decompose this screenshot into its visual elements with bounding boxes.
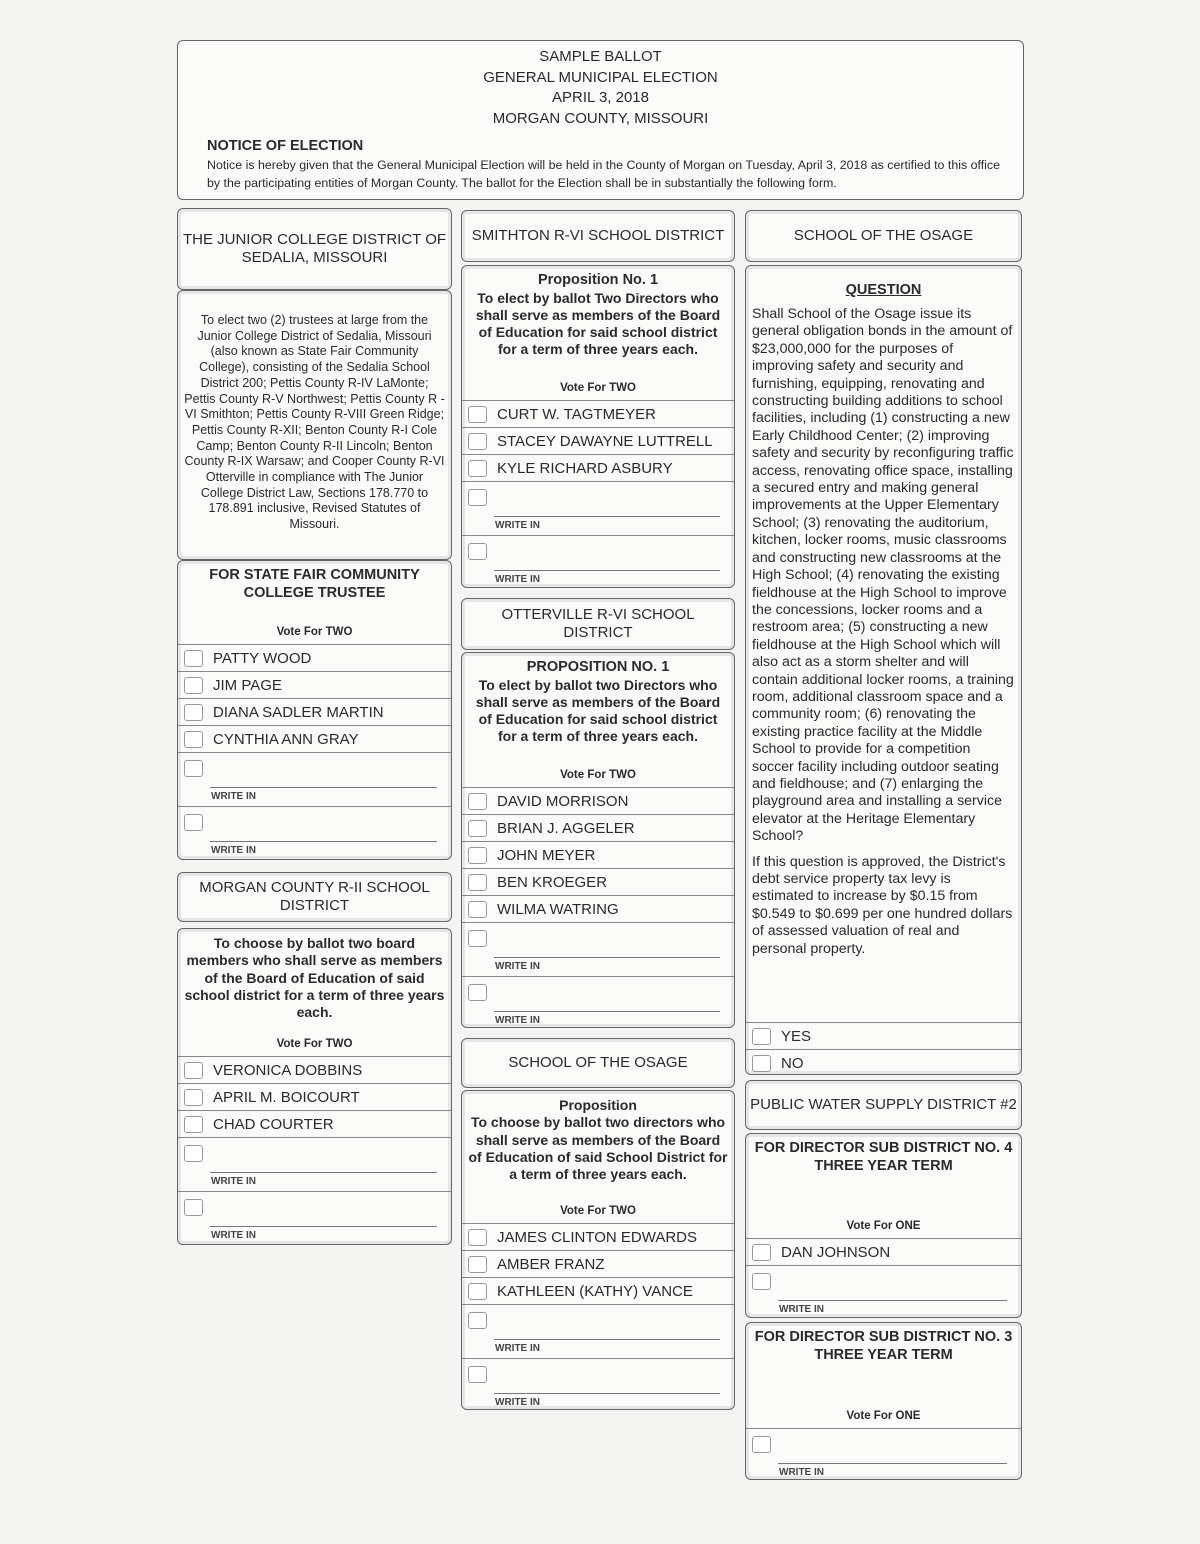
candidate-name: JIM PAGE xyxy=(213,676,282,694)
checkbox[interactable] xyxy=(752,1028,771,1045)
write-in-line[interactable] xyxy=(778,1463,1007,1464)
contest-box xyxy=(745,1322,1022,1480)
candidate-option[interactable] xyxy=(462,455,734,482)
contest-title-box xyxy=(745,1080,1022,1130)
write-in-option[interactable] xyxy=(178,807,451,860)
write-in-option[interactable] xyxy=(178,753,451,807)
candidate-name: KATHLEEN (KATHY) VANCE xyxy=(497,1282,693,1300)
write-in-option[interactable] xyxy=(462,482,734,536)
candidate-option[interactable] xyxy=(462,1224,734,1251)
ballot-header xyxy=(177,40,1024,200)
checkbox[interactable] xyxy=(184,650,203,667)
checkbox[interactable] xyxy=(468,460,487,477)
candidate-option[interactable] xyxy=(178,726,451,753)
write-in-option[interactable] xyxy=(462,1359,734,1410)
candidate-option[interactable] xyxy=(462,788,734,815)
notice-heading: NOTICE OF ELECTION xyxy=(207,138,364,154)
contest-title-box xyxy=(461,210,735,262)
candidate-option[interactable] xyxy=(462,869,734,896)
contest-text: Proposition xyxy=(559,1097,637,1113)
candidate-option[interactable] xyxy=(462,401,734,428)
contest-title: SCHOOL OF THE OSAGE xyxy=(508,1054,688,1071)
candidate-option[interactable] xyxy=(178,1084,451,1111)
contest-heading: FOR DIRECTOR SUB DISTRICT NO. 4 THREE YEAR TERM xyxy=(754,1140,1013,1174)
write-in-line[interactable] xyxy=(210,1172,437,1173)
write-in-line[interactable] xyxy=(210,1226,437,1227)
contest-text: To choose by ballot two directors who shall serve as members of the Board of Education of said School District for a term of three years each. xyxy=(468,1114,728,1183)
checkbox[interactable] xyxy=(468,793,487,810)
write-in-option[interactable] xyxy=(178,1138,451,1192)
contest-box xyxy=(461,265,735,588)
write-in-option[interactable] xyxy=(462,977,734,1028)
contest-description xyxy=(178,291,451,560)
contest-title: THE JUNIOR COLLEGE DISTRICT OF SEDALIA, MISSOURI xyxy=(182,231,447,266)
checkbox[interactable] xyxy=(468,1312,487,1329)
contest-description xyxy=(746,266,1021,1023)
question-text: If this question is approved, the District's debt service property tax levy is estimated to increase by $0.15 from $0.549 to $0.699 per one hundred dollars of assessed valuation of real and personal property. xyxy=(752,853,1013,957)
contest-description xyxy=(462,1091,734,1224)
notice-text: Notice is hereby given that the General Municipal Election will be held in the County of Morgan on Tuesday, April 3, 2018 as certified to this office by the participating entities of Morgan County. The ballot for the Election shall be in substantially the following form. xyxy=(207,158,1000,190)
candidate-option[interactable] xyxy=(746,1239,1021,1266)
contest-box xyxy=(461,1090,735,1410)
contest-heading: Proposition No. 1 xyxy=(537,272,659,288)
checkbox[interactable] xyxy=(468,874,487,891)
contest-title-box xyxy=(461,598,735,650)
candidate-option[interactable] xyxy=(178,699,451,726)
contest-title-box xyxy=(461,1038,735,1088)
candidate-name: STACEY DAWAYNE LUTTRELL xyxy=(497,432,713,450)
checkbox[interactable] xyxy=(184,760,203,777)
write-in-line[interactable] xyxy=(494,570,720,571)
vote-for-label: Vote For TWO xyxy=(560,1205,636,1217)
vote-for-label: Vote For ONE xyxy=(846,1220,921,1232)
checkbox[interactable] xyxy=(752,1436,771,1453)
contest-text: To elect by ballot two Directors who shall serve as members of the Board of Education for said school district for a term of three years each. xyxy=(475,676,721,745)
checkbox[interactable] xyxy=(184,704,203,721)
contest-description xyxy=(746,1323,1021,1429)
candidate-name: NO xyxy=(781,1055,804,1072)
candidate-name: BEN KROEGER xyxy=(497,873,608,891)
checkbox[interactable] xyxy=(468,984,487,1001)
checkbox[interactable] xyxy=(468,1283,487,1300)
contest-title: MORGAN COUNTY R-II SCHOOL DISTRICT xyxy=(199,879,430,914)
title-line: APRIL 3, 2018 xyxy=(551,89,649,106)
candidate-name: APRIL M. BOICOURT xyxy=(213,1088,360,1106)
vote-for-label: Vote For TWO xyxy=(276,626,353,638)
checkbox[interactable] xyxy=(184,731,203,748)
write-in-label: WRITE IN xyxy=(495,1015,540,1026)
contest-text: To elect by ballot Two Directors who shall serve as members of the Board of Education for said school district for a term of three years each. xyxy=(475,289,721,358)
contest-heading: FOR STATE FAIR COMMUNITY COLLEGE TRUSTEE xyxy=(209,567,420,601)
title-line: GENERAL MUNICIPAL ELECTION xyxy=(483,68,718,86)
candidate-name: VERONICA DOBBINS xyxy=(213,1061,363,1079)
candidate-option[interactable] xyxy=(462,428,734,455)
contest-box xyxy=(177,928,452,1245)
write-in-option[interactable] xyxy=(462,536,734,588)
vote-for-label: Vote For TWO xyxy=(276,1038,353,1050)
contest-box xyxy=(177,560,452,860)
candidate-name: CURT W. TAGTMEYER xyxy=(497,405,656,423)
write-in-label: WRITE IN xyxy=(495,1343,540,1354)
checkbox[interactable] xyxy=(468,1229,487,1246)
contest-title-box xyxy=(177,208,452,290)
checkbox[interactable] xyxy=(184,814,203,831)
candidate-name: CHAD COURTER xyxy=(213,1115,334,1133)
question-heading: QUESTION xyxy=(845,282,922,298)
candidate-option[interactable] xyxy=(462,842,734,869)
write-in-label: WRITE IN xyxy=(495,574,540,585)
write-in-label: WRITE IN xyxy=(211,845,256,856)
contest-description xyxy=(462,266,734,401)
candidate-name: AMBER FRANZ xyxy=(497,1255,605,1273)
ballot-title xyxy=(178,47,1023,129)
checkbox[interactable] xyxy=(184,1062,203,1079)
contest-box xyxy=(461,652,735,1028)
candidate-option[interactable] xyxy=(746,1050,1021,1075)
contest-box xyxy=(745,265,1022,1075)
contest-heading: PROPOSITION NO. 1 xyxy=(526,659,670,675)
contest-title: PUBLIC WATER SUPPLY DISTRICT #2 xyxy=(750,1096,1017,1113)
checkbox[interactable] xyxy=(468,489,487,506)
candidate-name: DAVID MORRISON xyxy=(497,792,629,810)
checkbox[interactable] xyxy=(468,433,487,450)
candidate-option[interactable] xyxy=(462,896,734,923)
contest-text: To elect two (2) trustees at large from the Junior College District of Sedalia, Missouri (also known as State Fair Community College), consisting of the Sedalia School District 200; Pettis County R-IV LaMonte; Pettis County R-V Northwest; Pettis County R -VI Smithton; Pettis County R-VIII Green Ridge; Pettis County R-XII; Benton County R-I Cole Camp; Benton County R-II Lincoln; Benton County R-IX Warsaw; and Cooper County R-VI Otterville in compliance with The Junior College District Law, Sections 178.770 to 178.891 inclusive, Revised Statutes of Missouri. xyxy=(184,313,445,532)
contest-text: To choose by ballot two board members who shall serve as members of the Board of Education of said school district for a term of three years each. xyxy=(184,935,445,1021)
checkbox[interactable] xyxy=(468,406,487,423)
write-in-label: WRITE IN xyxy=(495,520,540,531)
contest-description xyxy=(178,929,451,1057)
write-in-label: WRITE IN xyxy=(779,1304,824,1315)
candidate-option[interactable] xyxy=(462,815,734,842)
write-in-label: WRITE IN xyxy=(495,961,540,972)
checkbox[interactable] xyxy=(752,1273,771,1290)
contest-description xyxy=(462,653,734,788)
write-in-line[interactable] xyxy=(494,1393,720,1394)
write-in-option[interactable] xyxy=(746,1429,1021,1480)
checkbox[interactable] xyxy=(184,677,203,694)
write-in-line[interactable] xyxy=(494,1339,720,1340)
write-in-line[interactable] xyxy=(210,787,437,788)
contest-description xyxy=(178,561,451,645)
write-in-line[interactable] xyxy=(210,841,437,842)
write-in-option[interactable] xyxy=(178,1192,451,1245)
vote-for-label: Vote For TWO xyxy=(560,769,636,781)
contest-box xyxy=(177,290,452,560)
candidate-option[interactable] xyxy=(462,1251,734,1278)
checkbox[interactable] xyxy=(184,1116,203,1133)
write-in-option[interactable] xyxy=(462,1305,734,1359)
contest-title: SCHOOL OF THE OSAGE xyxy=(793,227,974,244)
candidate-option[interactable] xyxy=(462,1278,734,1305)
checkbox[interactable] xyxy=(468,543,487,560)
contest-heading: FOR DIRECTOR SUB DISTRICT NO. 3 THREE YEAR TERM xyxy=(754,1329,1013,1363)
write-in-label: WRITE IN xyxy=(211,1230,256,1241)
write-in-label: WRITE IN xyxy=(211,1176,256,1187)
write-in-label: WRITE IN xyxy=(211,791,256,802)
checkbox[interactable] xyxy=(468,930,487,947)
checkbox[interactable] xyxy=(184,1199,203,1216)
vote-for-label: Vote For ONE xyxy=(846,1410,921,1422)
contest-description xyxy=(746,1134,1021,1239)
write-in-line[interactable] xyxy=(494,957,720,958)
write-in-label: WRITE IN xyxy=(779,1467,824,1478)
contest-title: OTTERVILLE R-VI SCHOOL DISTRICT xyxy=(501,606,695,641)
title-line: MORGAN COUNTY, MISSOURI xyxy=(492,109,709,127)
write-in-option[interactable] xyxy=(462,923,734,977)
checkbox[interactable] xyxy=(184,1089,203,1106)
candidate-name: PATTY WOOD xyxy=(213,649,312,667)
candidate-option[interactable] xyxy=(178,1111,451,1138)
candidate-option[interactable] xyxy=(746,1023,1021,1050)
candidate-name: DAN JOHNSON xyxy=(781,1243,891,1261)
title-line: SAMPLE BALLOT xyxy=(539,48,662,65)
checkbox[interactable] xyxy=(752,1244,771,1261)
contest-box xyxy=(745,1133,1022,1318)
write-in-option[interactable] xyxy=(746,1266,1021,1318)
contest-title: SMITHTON R-VI SCHOOL DISTRICT xyxy=(471,227,725,244)
checkbox[interactable] xyxy=(468,1256,487,1273)
write-in-line[interactable] xyxy=(494,516,720,517)
checkbox[interactable] xyxy=(184,1145,203,1162)
vote-for-label: Vote For TWO xyxy=(560,382,636,394)
candidate-name: JOHN MEYER xyxy=(497,846,596,864)
checkbox[interactable] xyxy=(468,820,487,837)
question-text: Shall School of the Osage issue its general obligation bonds in the amount of $23,000,000 for the purposes of improving safety and security and furnishing, equipping, renovating and constructing building additions to school facilities, including (1) constructing a new Early Childhood Center; (2) improving safety and security by reconfiguring traffic access, renovating office space, installing a secured entry and making general improvements at the Upper Elementary School; (3) renovating the auditorium, kitchen, locker rooms, music classrooms and constructing new classrooms at the High School; (4) renovating the existing fieldhouse at the High School to improve the concessions, locker rooms and a restroom area; (5) constructing a new fieldhouse at the High School which will also act as a storm shelter and will contain additional locker rooms, a training room, additional classroom space and a community room; (6) renovating the existing practice facility at the Middle School to provide for a competition soccer facility including outdoor seating and fieldhouse; and (7) enlarging the playground area and installing a service elevator at the Heritage Elementary School? xyxy=(752,306,1014,845)
candidate-name: CYNTHIA ANN GRAY xyxy=(213,730,359,748)
candidate-name: KYLE RICHARD ASBURY xyxy=(497,459,673,477)
checkbox[interactable] xyxy=(468,901,487,918)
write-in-label: WRITE IN xyxy=(495,1397,540,1408)
contest-title-box xyxy=(745,210,1022,262)
checkbox[interactable] xyxy=(468,847,487,864)
contest-title-box xyxy=(177,872,452,922)
candidate-option[interactable] xyxy=(178,672,451,699)
candidate-name: JAMES CLINTON EDWARDS xyxy=(497,1228,698,1246)
candidate-option[interactable] xyxy=(178,1057,451,1084)
write-in-line[interactable] xyxy=(778,1300,1007,1301)
checkbox[interactable] xyxy=(468,1366,487,1383)
checkbox[interactable] xyxy=(752,1055,771,1072)
write-in-line[interactable] xyxy=(494,1011,720,1012)
candidate-name: YES xyxy=(781,1027,812,1045)
candidate-name: DIANA SADLER MARTIN xyxy=(213,703,384,721)
candidate-name: WILMA WATRING xyxy=(497,900,619,918)
candidate-name: BRIAN J. AGGELER xyxy=(497,819,635,837)
candidate-option[interactable] xyxy=(178,645,451,672)
